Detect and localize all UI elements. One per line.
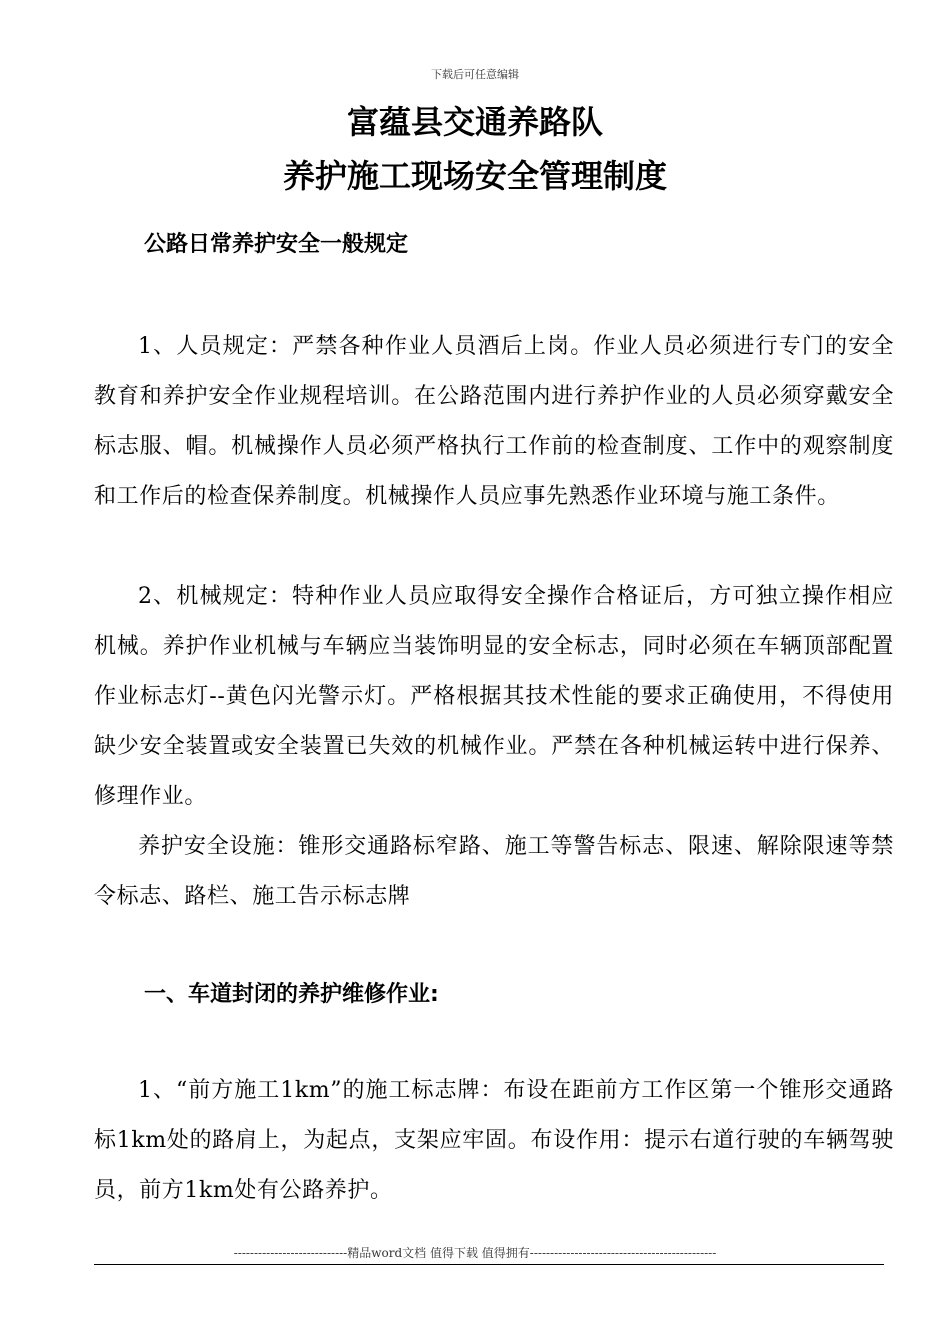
paragraph-machinery-rules: 2、机械规定：特种作业人员应取得安全操作合格证后，方可独立操作相应机械。养护作业机械与车辆应当装饰明显的安全标志，同时必须在车辆顶部配置作业标志灯--黄色闪光警示灯。严格根据其技术性能的要求正确使用，不得使用缺少安全装置或安全装置已失效的机械作业。严禁在各种机械运转中进行保养、修理作业。 [94,584,894,809]
section-heading-general: 公路日常养护安全一般规定 [144,232,409,257]
footer-note: ----------------------------精品word文档 值得下载 值得拥有---------------------------------------------- [233,1246,717,1260]
header-note: 下载后可任意编辑 [431,68,519,81]
paragraph-personnel-rules: 1、人员规定：严禁各种作业人员酒后上岗。作业人员必须进行专门的安全教育和养护安全作业规程培训。在公路范围内进行养护作业的人员必须穿戴安全标志服、帽。机械操作人员必须严格执行工作前的检查制度、工作中的观察制度和工作后的检查保养制度。机械操作人员应事先熟悉作业环境与施工条件。 [94,334,894,509]
paragraph-safety-facilities: 养护安全设施：锥形交通路标窄路、施工等警告标志、限速、解除限速等禁令标志、路栏、施工告示标志牌 [94,834,894,909]
document-title-line1: 富蕴县交通养路队 [346,103,603,141]
footer-divider [94,1264,884,1265]
paragraph-construction-sign: 1、“前方施工1km”的施工标志牌：布设在距前方工作区第一个锥形交通路标1km处的路肩上，为起点，支架应牢固。布设作用：提示右道行驶的车辆驾驶员，前方1km处有公路养护。 [94,1078,894,1203]
section-heading-lane-closure: 一、车道封闭的养护维修作业: [144,982,439,1007]
document-title-line2: 养护施工现场安全管理制度 [282,157,667,195]
